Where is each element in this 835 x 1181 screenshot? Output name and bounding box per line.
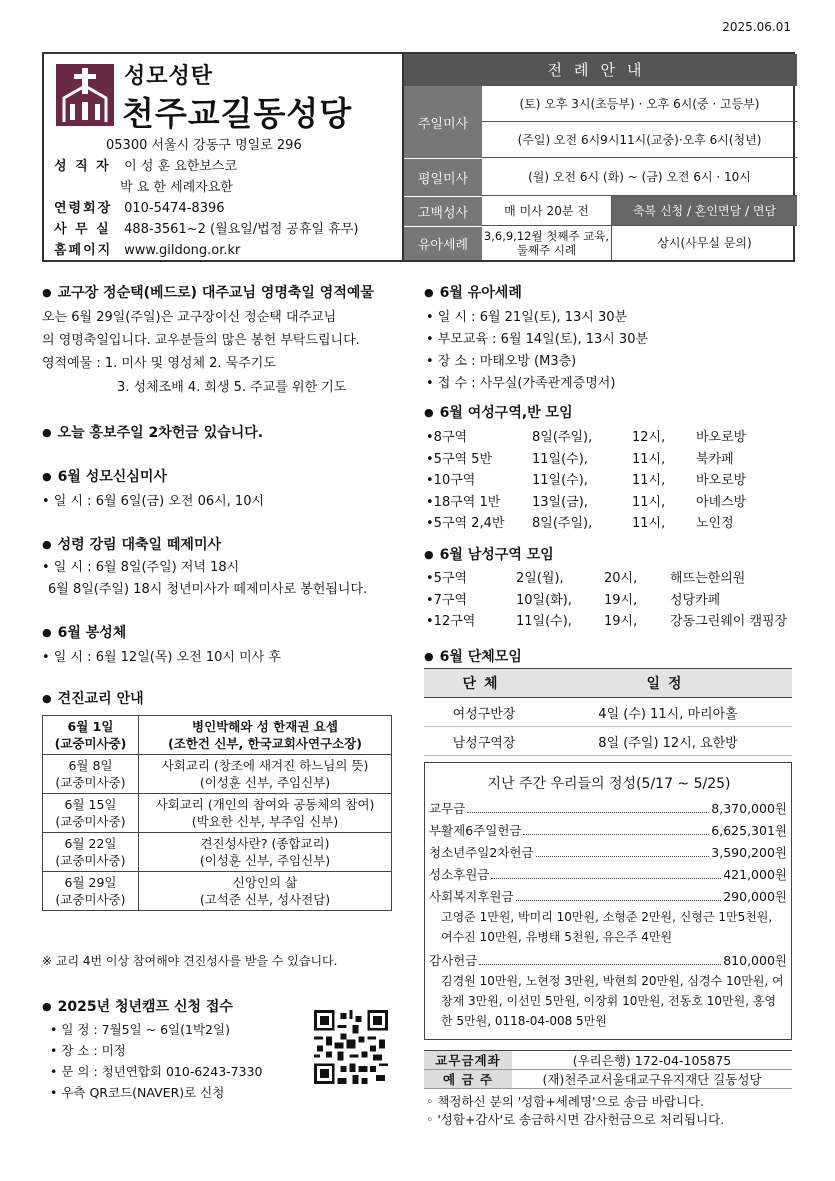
- men-district-title: ● 6월 남성구역 모임: [424, 544, 554, 564]
- class-topic-lecturer: (박요한 신부, 부주임 신부): [191, 814, 339, 829]
- district-date: 11일(수),: [532, 451, 588, 467]
- parish-subtitle: 성모성탄: [124, 64, 214, 89]
- class-topic-lecturer: (이성훈 신부, 주임신부): [199, 853, 331, 868]
- district-name: •5구역 2,4반: [426, 516, 505, 531]
- table-row: [43, 872, 392, 911]
- confirmation-schedule-table: [42, 715, 392, 911]
- class-date-mass: (교중미사중): [55, 853, 126, 868]
- district-time: 11시,: [632, 451, 666, 467]
- bulletin-header: [42, 52, 795, 262]
- offering-amount: 810,000원: [723, 953, 787, 968]
- table-row: [424, 727, 792, 756]
- district-name: •8구역: [426, 430, 468, 445]
- offering-report: [424, 762, 792, 1040]
- district-place: 성당카페: [670, 592, 721, 608]
- youth-camp-qr-note: • 우측 QR코드(NAVER)로 신청: [50, 1085, 225, 1100]
- baptism-schedule: 3,6,9,12월 첫째주 교육, 둘째주 시례: [482, 226, 612, 260]
- group-meeting-table: [424, 668, 792, 756]
- taize-mass-time: • 일 시 : 6월 8일(주일) 저녁 18시: [42, 560, 240, 575]
- confession-time: 매 미사 20분 전: [482, 196, 612, 226]
- offering-title: 지난 주간 우리들의 정성(5/17 ~ 5/25): [487, 776, 731, 792]
- clergy-assistant: 박 요 한 세례자요한: [120, 180, 233, 195]
- youth-camp-contact: • 문 의 : 청년연합회 010-6243-7330: [50, 1064, 263, 1079]
- table-row: [43, 755, 392, 794]
- blessing-request: 축복 신청 / 혼인면담 / 면담: [612, 196, 797, 226]
- bulletin-date: 2025.06.01: [722, 20, 791, 34]
- infant-baptism-education: • 부모교육 : 6월 14일(토), 13시 30분: [426, 332, 649, 347]
- archbishop-feast-line-3: 영적예물 : 1. 미사 및 영성체 2. 묵주기도: [42, 356, 276, 371]
- class-date-day: 6월 22일: [64, 836, 117, 851]
- class-topic-lecturer: (고석준 신부, 성사전담): [199, 892, 331, 907]
- district-place: 북카페: [696, 451, 734, 467]
- class-topic-title: 견진성사란? (종합교리): [200, 836, 330, 851]
- district-time: 20시,: [604, 571, 638, 586]
- class-topic-lecturer: (조한건 신부, 한국교회사연구소장): [168, 736, 362, 751]
- account-holder-label: 예 금 주: [424, 1070, 512, 1089]
- class-topic: [139, 872, 392, 911]
- parish-info: [44, 54, 402, 260]
- communion-sick-title: ● 6월 봉성체: [42, 622, 126, 642]
- district-time: 19시,: [604, 614, 638, 629]
- district-place: 강동그린웨이 캠핑장: [670, 614, 788, 629]
- offering-amount: 290,000원: [723, 889, 787, 904]
- class-topic-title: 병인박해와 성 한재권 요셉: [192, 719, 338, 734]
- district-time: 12시,: [632, 430, 666, 445]
- liturgy-schedule: [402, 54, 795, 260]
- welfare-donor-list: 고영준 1만원, 박미리 10만원, 소형준 2만원, 신형근 1만5천원, 여수진 10만원, 유병태 5천원, 유은주 4만원: [441, 910, 773, 944]
- class-date: [43, 755, 139, 794]
- class-date: [43, 716, 139, 755]
- group-header-name: 단체: [424, 669, 544, 698]
- district-time: 11시,: [632, 473, 666, 488]
- district-date: 11일(수),: [532, 473, 588, 488]
- group-header-schedule: 일정: [544, 669, 792, 698]
- district-place: 바오로방: [696, 473, 747, 488]
- offering-row: [429, 799, 787, 817]
- table-row: [424, 698, 792, 727]
- class-date: [43, 833, 139, 872]
- offering-amount: 3,590,200원: [711, 845, 787, 860]
- homepage-link[interactable]: www.gildong.or.kr: [124, 243, 241, 258]
- class-date-mass: (교중미사중): [55, 775, 126, 790]
- table-row: [424, 669, 792, 698]
- class-date-day: 6월 29일: [64, 875, 117, 890]
- sunday-mass-saturday: (토) 오후 3시(초등부) · 오후 6시(중 · 고등부): [482, 86, 797, 122]
- weekday-mass: (월) 오전 6시 (화) ~ (금) 오전 6시 · 10시: [482, 158, 797, 196]
- table-row: [424, 1070, 792, 1089]
- class-date-mass: (교중미사중): [55, 814, 126, 829]
- taize-mass-note: 6월 8일(주일) 18시 청년미사가 떼제미사로 봉헌됩니다.: [48, 582, 368, 597]
- district-name: •5구역: [426, 571, 468, 586]
- class-date: [43, 872, 139, 911]
- district-date: 10일(화),: [516, 592, 572, 608]
- group-name: 남성구역장: [424, 727, 544, 756]
- sunday-mass-label: 주일미사: [404, 86, 482, 158]
- qr-code-icon[interactable]: [314, 1010, 388, 1084]
- parish-name: 천주교길동성당: [122, 94, 353, 133]
- youth-camp-title: ● 2025년 청년캠프 신청 접수: [42, 996, 233, 1016]
- account-note-2: ◦ '성함+감사'로 송금하시면 감사헌금으로 처리됩니다.: [426, 1112, 725, 1127]
- baptism-label: 유아세례: [404, 226, 482, 260]
- infant-baptism-time: • 일 시 : 6월 21일(토), 13시 30분: [426, 310, 628, 325]
- taize-mass-title: ● 성령 강림 대축일 떼제미사: [42, 534, 221, 554]
- offering-label: 사회복지후원금: [429, 889, 514, 904]
- confession-label: 고백성사: [404, 196, 482, 226]
- sunday-mass-sunday: (주일) 오전 6시9시11시(교중)·오후 6시(청년): [482, 122, 797, 158]
- district-name: •5구역 5반: [426, 451, 493, 467]
- class-topic-lecturer: (이성훈 신부, 주임신부): [199, 775, 331, 790]
- district-place: 노인정: [696, 516, 734, 531]
- account-holder: (재)천주교서울대교구유지재단 길동성당: [512, 1070, 792, 1089]
- parish-logo-icon: [56, 64, 114, 126]
- offering-amount: 421,000원: [723, 867, 787, 882]
- offering-row: [429, 843, 787, 861]
- district-name: •7구역: [426, 592, 468, 608]
- district-time: 11시,: [632, 516, 666, 531]
- offering-row: [429, 887, 787, 905]
- table-row: [424, 1051, 792, 1070]
- bank-account-table: [424, 1050, 792, 1089]
- schedule-title: 전례안내: [404, 54, 797, 86]
- council-row: [54, 197, 225, 216]
- youth-camp-date: • 일 정 : 7월5일 ~ 6일(1박2일): [50, 1022, 230, 1037]
- account-label: 교무금계좌: [424, 1051, 512, 1070]
- district-name: •12구역: [426, 614, 476, 629]
- clergy-row: [54, 155, 237, 174]
- offering-label: 성소후원금: [429, 867, 490, 882]
- weekday-mass-label: 평일미사: [404, 158, 482, 196]
- district-time: 11시,: [632, 494, 666, 510]
- offering-label: 청소년주일2차헌금: [429, 845, 534, 860]
- district-date: 11일(수),: [516, 614, 572, 629]
- class-topic-title: 사회교리 (창조에 새겨진 하느님의 뜻): [161, 758, 369, 773]
- office-label: 사 무 실: [54, 222, 111, 237]
- confirmation-note: ※ 교리 4번 이상 참여해야 견진성사를 받을 수 있습니다.: [42, 954, 338, 968]
- baptism-note: 상시(사무실 문의): [657, 236, 752, 250]
- infant-baptism-title: ● 6월 유아세례: [424, 282, 522, 302]
- class-topic-title: 사회교리 (개인의 참여와 공동체의 참여): [155, 797, 375, 812]
- group-meeting-title: ● 6월 단체모임: [424, 646, 522, 666]
- parish-address: 05300 서울시 강동구 명일로 296: [106, 138, 302, 153]
- table-row: [43, 794, 392, 833]
- district-date: 8일(주일),: [532, 516, 593, 531]
- class-date-day: 6월 8일: [68, 758, 113, 773]
- confirmation-class-title: ● 견진교리 안내: [42, 688, 144, 708]
- offering-label: 교무금: [429, 801, 466, 816]
- group-schedule: 4일 (수) 11시, 마리아홀: [544, 698, 792, 727]
- district-place: 아녜스방: [696, 494, 747, 510]
- group-schedule: 8일 (주일) 12시, 요한방: [544, 727, 792, 756]
- women-district-title: ● 6월 여성구역,반 모임: [424, 402, 573, 422]
- district-name: •18구역 1반: [426, 494, 501, 510]
- homepage-label: 홈페이지: [54, 243, 113, 258]
- offering-amount: 8,370,000원: [711, 801, 787, 816]
- table-row: [43, 833, 392, 872]
- class-topic: [139, 755, 392, 794]
- district-place: 바오로방: [696, 430, 747, 445]
- class-topic: [139, 794, 392, 833]
- class-date-mass: (교중미사중): [55, 892, 126, 907]
- archbishop-feast-line-4: 3. 성체조배 4. 희생 5. 주교를 위한 기도: [117, 380, 347, 395]
- archbishop-feast-line-2: 의 영명축일입니다. 교우분들의 많은 봉헌 부탁드립니다.: [42, 333, 360, 348]
- group-name: 여성구반장: [424, 698, 544, 727]
- offering-label: 부활제6주일헌금: [429, 823, 522, 838]
- archbishop-feast-title: ● 교구장 정순택(베드로) 대주교님 영명축일 영적예물: [42, 282, 374, 302]
- class-date-day: 6월 15일: [64, 797, 117, 812]
- youth-camp-place: • 장 소 : 미정: [50, 1043, 126, 1058]
- homepage-row: [54, 239, 240, 258]
- class-topic-title: 신앙인의 삶: [232, 875, 298, 890]
- account-number: (우리은행) 172-04-105875: [512, 1051, 792, 1070]
- class-topic: [139, 716, 392, 755]
- clergy-label: 성 직 자: [54, 159, 111, 174]
- office-row: [54, 218, 358, 237]
- district-name: •10구역: [426, 473, 476, 488]
- clergy-pastor: 이 성 훈 요한보스코: [124, 159, 238, 174]
- council-phone: 010-5474-8396: [124, 201, 225, 216]
- offering-amount: 6,625,301원: [711, 823, 787, 838]
- archbishop-feast-line-1: 오는 6월 29일(주일)은 교구장이신 정순택 대주교님: [42, 310, 337, 325]
- district-time: 19시,: [604, 592, 638, 608]
- district-date: 2일(월),: [516, 571, 564, 586]
- table-row: [43, 716, 392, 755]
- second-collection-title: ● 오늘 홍보주일 2차헌금 있습니다.: [42, 422, 263, 442]
- infant-baptism-registration: • 접 수 : 사무실(가족관계증명서): [426, 376, 616, 391]
- communion-sick-time: • 일 시 : 6월 12일(목) 오전 10시 미사 후: [42, 650, 281, 665]
- class-date-day: 6월 1일: [67, 719, 114, 734]
- district-date: 13일(금),: [532, 494, 588, 510]
- infant-baptism-place: • 장 소 : 마태오방 (M3층): [426, 354, 577, 369]
- offering-row: [429, 951, 787, 969]
- offering-row: [429, 865, 787, 883]
- offering-label: 감사헌금: [429, 953, 478, 968]
- district-date: 8일(주일),: [532, 430, 593, 445]
- district-place: 해뜨는한의원: [670, 571, 746, 586]
- class-date: [43, 794, 139, 833]
- council-label: 연령회장: [54, 201, 113, 216]
- account-note-1: ◦ 책정하신 분의 '성함+세례명'으로 송금 바랍니다.: [426, 1094, 704, 1109]
- thanks-donor-list: 김경원 10만원, 노현정 3만원, 박현희 20만원, 심경수 10만원, 여창재 3만원, 이선민 5만원, 이장휘 10만원, 전동호 10만원, 홍영한 5만원, 0118-04-008 5만원: [441, 974, 784, 1028]
- offering-row: [429, 821, 787, 839]
- class-topic: [139, 833, 392, 872]
- marian-mass-title: ● 6월 성모신심미사: [42, 466, 167, 486]
- class-date-mass: (교중미사중): [54, 736, 127, 751]
- office-phone: 488-3561~2 (월요일/법정 공휴일 휴무): [124, 222, 359, 237]
- marian-mass-time: • 일 시 : 6월 6일(금) 오전 06시, 10시: [42, 494, 265, 509]
